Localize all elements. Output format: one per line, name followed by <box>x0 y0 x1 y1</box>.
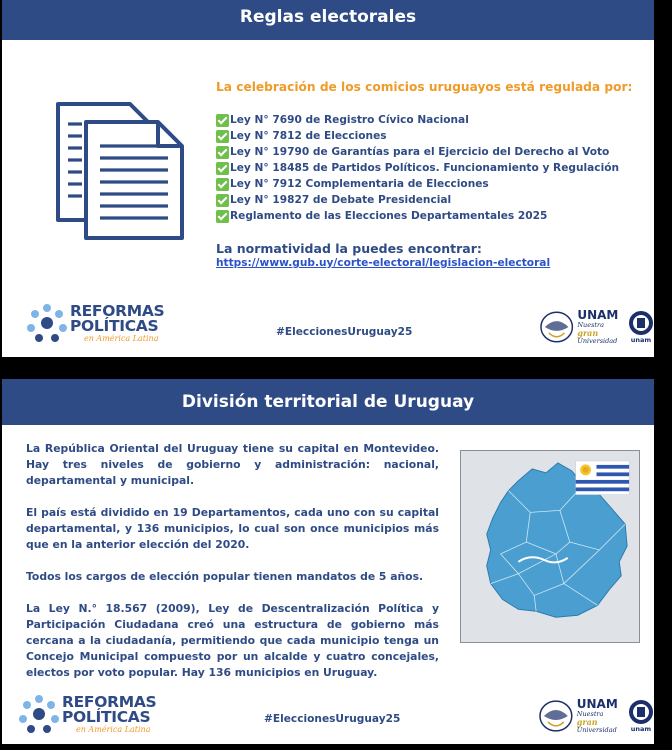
slide-title: División territorial de Uruguay <box>2 379 654 425</box>
paragraph: El país está dividido en 19 Departamentos, cada uno con su capital departamental, y 136 municipios, lo cual son once municipios más que en la anterior elección del 2020. <box>26 506 439 551</box>
brand-word-1: REFORMAS <box>70 301 165 320</box>
list-item: Ley N° 19827 de Debate Presidencial <box>216 192 619 208</box>
checkmark-icon <box>216 194 229 207</box>
brand-word-1: REFORMAS <box>62 692 157 711</box>
slide-reglas-electorales <box>2 0 654 357</box>
list-item: Ley N° 18485 de Partidos Políticos. Funcionamiento y Regulación <box>216 160 619 176</box>
checkmark-icon <box>216 178 229 191</box>
list-item: Ley N° 7690 de Registro Cívico Nacional <box>216 112 619 128</box>
checkmark-icon <box>216 130 229 143</box>
unam-badge-icon <box>628 699 654 725</box>
slide-title: Reglas electorales <box>2 0 654 40</box>
documents-icon <box>54 100 194 242</box>
list-item: Reglamento de las Elecciones Departamentales 2025 <box>216 208 619 224</box>
brand-subtitle: en América Latina <box>76 724 151 734</box>
slide-division-territorial <box>2 379 654 744</box>
paragraph: La Ley N.° 18.567 (2009), Ley de Descentralización Política y Participación Ciudadana creó una estructura de gobierno más cercana a la ciudadanía, permitiendo que cada municipio tenga un Concejo Municipal compuesto por un alcalde y cuatro concejales, electos por voto popular. Hay 136 municipios en Uruguay. <box>26 602 439 679</box>
unam-name: UNAM <box>576 697 618 711</box>
list-item: Ley N° 19790 de Garantías para el Ejercicio del Derecho al Voto <box>216 144 619 160</box>
list-item: Ley N° 7912 Complementaria de Elecciones <box>216 176 619 192</box>
unam-badge: unam <box>628 699 654 733</box>
paragraph: La República Oriental del Uruguay tiene su capital en Montevideo. Hay tres niveles de gobierno y administración: nacional, departamental y municipal. <box>26 442 439 487</box>
reformas-politicas-logo <box>18 693 156 735</box>
checkmark-icon <box>216 146 229 159</box>
hashtag: #EleccionesUruguay25 <box>276 326 413 338</box>
list-item: Ley N° 7812 de Elecciones <box>216 128 619 144</box>
reformas-politicas-logo <box>26 302 164 344</box>
brand-subtitle: en América Latina <box>84 333 159 343</box>
intro-text: La celebración de los comicios uruguayos está regulada por: <box>216 80 633 94</box>
brand-word-2: POLÍTICAS <box>62 708 151 726</box>
unam-logos: UNAM Nuestra gran Universidad unam <box>539 308 654 345</box>
checkmark-icon <box>216 162 229 175</box>
unam-name: UNAM <box>577 308 619 322</box>
body-text <box>26 441 439 697</box>
unam-badge-icon <box>628 310 654 336</box>
paragraph: Todos los cargos de elección popular tienen mandatos de 5 años. <box>26 570 424 583</box>
checkmark-icon <box>216 210 229 223</box>
unam-badge: unam <box>628 310 654 344</box>
unam-seal-icon <box>539 309 574 345</box>
normatividad-title: La normatividad la puedes encontrar: <box>216 241 482 256</box>
hashtag: #EleccionesUruguay25 <box>264 713 401 725</box>
unam-seal-icon <box>538 698 574 734</box>
unam-logos: UNAM Nuestra gran Universidad unam <box>538 697 654 734</box>
brand-word-2: POLÍTICAS <box>70 317 159 335</box>
legislation-link[interactable]: https://www.gub.uy/corte-electoral/legislacion-electoral <box>216 257 551 269</box>
people-circle-icon <box>26 302 68 344</box>
people-circle-icon <box>18 693 60 735</box>
uruguay-map <box>460 450 640 643</box>
law-list <box>216 112 619 224</box>
uruguay-flag <box>576 461 629 495</box>
checkmark-icon <box>216 114 229 127</box>
